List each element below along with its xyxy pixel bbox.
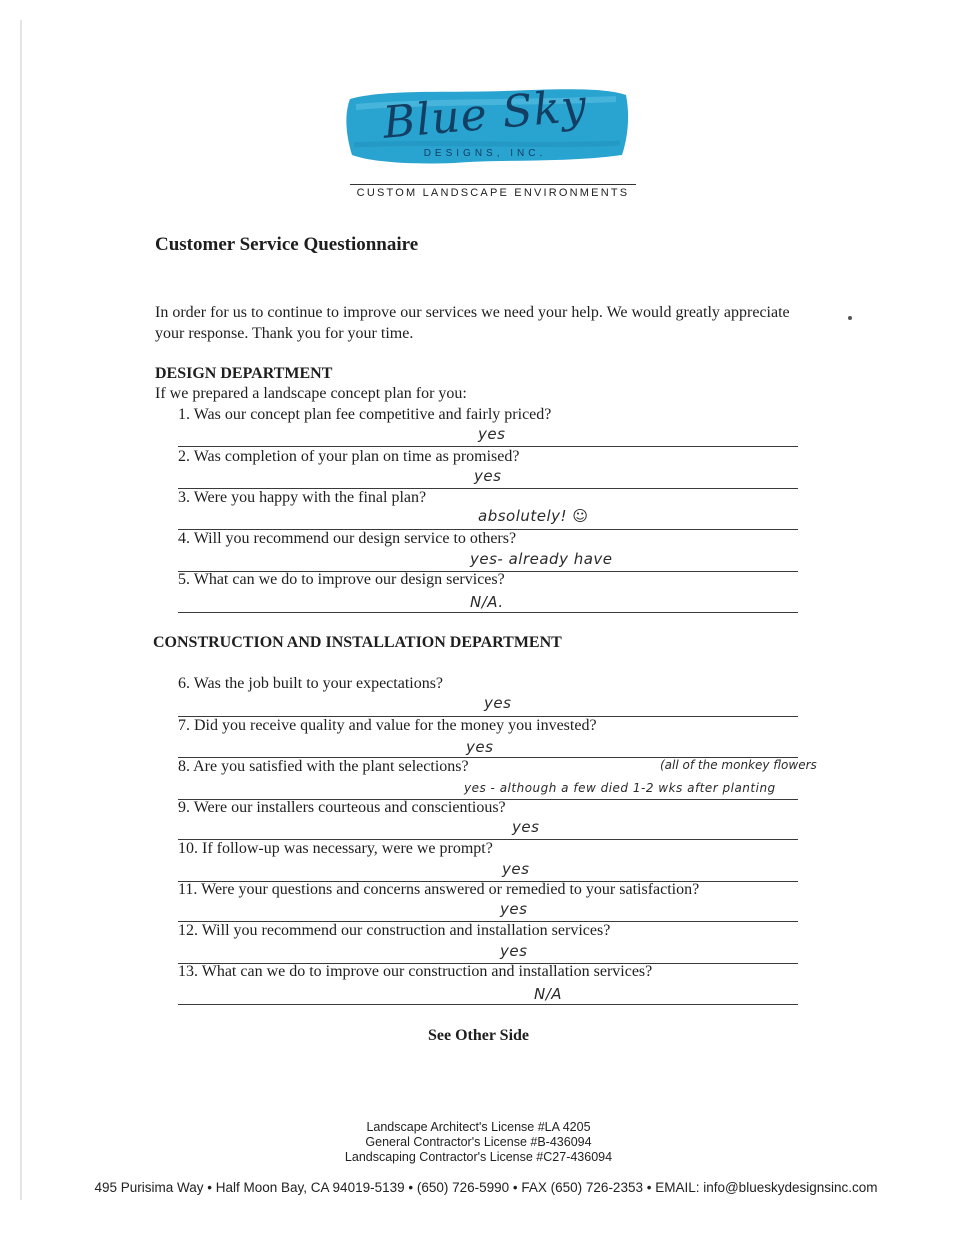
answer-3: absolutely! ☺ (478, 507, 589, 525)
company-logo (330, 75, 640, 205)
answer-5: N/A. (470, 593, 504, 611)
construction-heading: CONSTRUCTION AND INSTALLATION DEPARTMENT (153, 634, 562, 651)
stray-mark (848, 316, 852, 320)
page-title: Customer Service Questionnaire (155, 234, 419, 255)
answer-4: yes- already have (470, 550, 613, 568)
answer-8-note: (all of the monkey flowers (660, 758, 817, 772)
license-landscaping-contractor: Landscaping Contractor's License #C27-436094 (344, 1150, 613, 1164)
answer-10: yes (502, 860, 530, 878)
question-7: 7. Did you receive quality and value for the money you invested? (178, 717, 597, 734)
license-general-contractor: General Contractor's License #B-436094 (365, 1135, 592, 1149)
logo-divider (350, 184, 636, 185)
see-other-side: See Other Side (427, 1027, 530, 1044)
company-address: 495 Purisima Way • Half Moon Bay, CA 94019-5139 • (650) 726-5990 • FAX (650) 726-2353 • EMAIL: info@blueskydesignsinc.com (94, 1180, 878, 1195)
answer-8: yes - although a few died 1-2 wks after planting (464, 781, 776, 795)
question-12: 12. Will you recommend our construction and installation services? (178, 922, 611, 939)
answer-12: yes (500, 942, 528, 960)
question-9: 9. Were our installers courteous and conscientious? (178, 799, 506, 816)
question-11: 11. Were your questions and concerns answered or remedied to your satisfaction? (178, 881, 700, 898)
design-subheading: If we prepared a landscape concept plan for you: (155, 385, 467, 402)
answer-13: N/A (534, 985, 563, 1003)
question-10: 10. If follow-up was necessary, were we prompt? (178, 840, 493, 857)
answer-line-1 (178, 446, 798, 447)
answer-7: yes (466, 738, 494, 756)
question-1: 1. Was our concept plan fee competitive and fairly priced? (178, 406, 552, 423)
question-4: 4. Will you recommend our design service to others? (178, 530, 517, 547)
license-architect: Landscape Architect's License #LA 4205 (366, 1120, 591, 1134)
logo-subtitle: DESIGNS, INC. (423, 148, 547, 159)
question-5: 5. What can we do to improve our design services? (178, 571, 505, 588)
answer-line-5 (178, 612, 798, 613)
answer-1: yes (478, 425, 506, 443)
question-8: 8. Are you satisfied with the plant selections? (178, 758, 469, 775)
question-13: 13. What can we do to improve our construction and installation services? (178, 963, 653, 980)
answer-9: yes (512, 818, 540, 836)
answer-2: yes (474, 467, 502, 485)
answer-6: yes (484, 694, 512, 712)
answer-11: yes (500, 900, 528, 918)
scan-edge-shadow (20, 20, 22, 1200)
logo-script-text: Blue Sky (380, 80, 590, 149)
logo-tagline: CUSTOM LANDSCAPE ENVIRONMENTS (356, 187, 630, 199)
answer-line-13 (178, 1004, 798, 1005)
question-2: 2. Was completion of your plan on time as promised? (178, 448, 520, 465)
design-heading: DESIGN DEPARTMENT (155, 365, 333, 382)
question-3: 3. Were you happy with the final plan? (178, 489, 427, 506)
question-6: 6. Was the job built to your expectations? (178, 675, 444, 692)
intro-paragraph: In order for us to continue to improve our services we need your help. We would greatly appreciate your response. Thank you for your time. (155, 304, 790, 342)
